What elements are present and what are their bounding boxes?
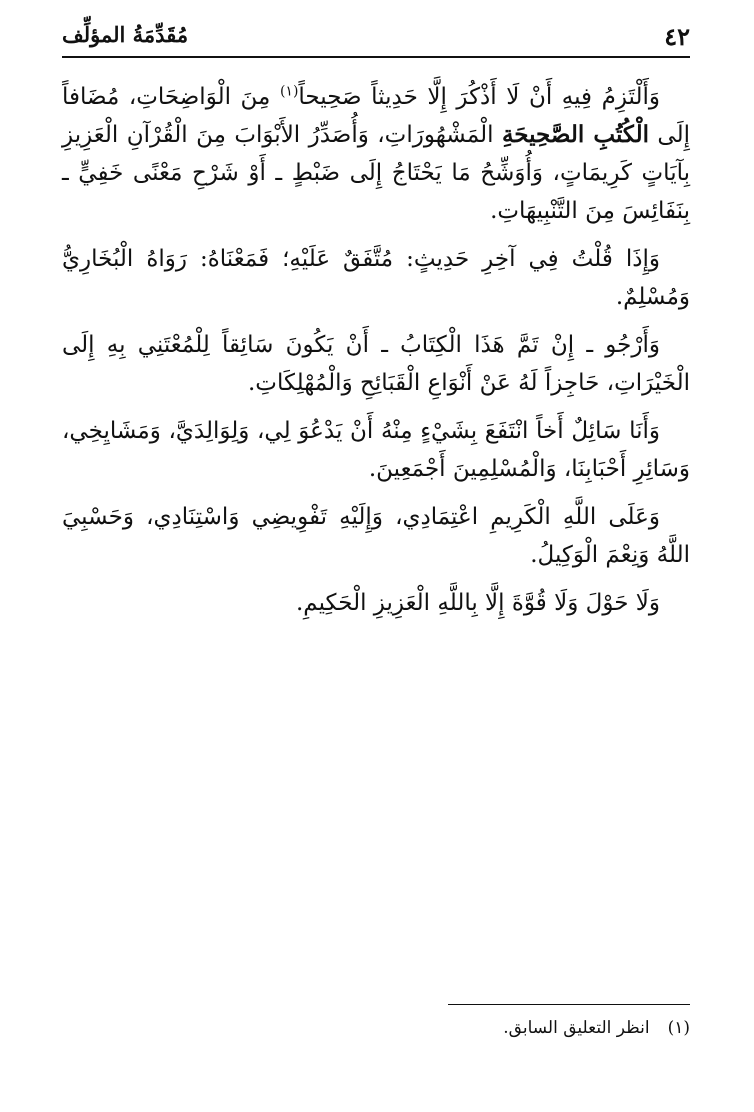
- footnote-number: (١): [667, 1018, 690, 1038]
- footnote-rule: [448, 1004, 690, 1005]
- running-title: مُقَدِّمَةُ المؤلِّف: [62, 22, 189, 47]
- paragraph-text: مِنَ الْوَاضِحَاتِ، مُضَافاً إِلَى: [62, 84, 690, 148]
- paragraph-muttafaq: وَإِذَا قُلْتُ فِي آخِرِ حَدِيثٍ: مُتَّفَقٌ عَلَيْهِ؛ فَمَعْنَاهُ: رَوَاهُ الْبُخَارِيُّ وَمُسْلِمٌ.: [62, 246, 690, 310]
- footnote: [62, 1016, 690, 1040]
- footnote-text: انظر التعليق السابق.: [503, 1018, 650, 1038]
- paragraph-text: وَأَلْتَزِمُ فِيهِ أَنْ لَا أَذْكُرَ إِلَّا حَدِيثاً صَحِيحاً: [298, 84, 660, 110]
- paragraph-reliance: وَعَلَى اللَّهِ الْكَرِيمِ اعْتِمَادِي، وَإِلَيْهِ تَفْوِيضِي وَاسْتِنَادِي، وَحَسْبِيَ اللَّهُ وَنِعْمَ الْوَكِيلُ.: [62, 504, 690, 568]
- main-text: [62, 78, 690, 632]
- header-rule: [62, 56, 690, 58]
- page-number: ٤٢: [664, 22, 690, 51]
- emphasized-phrase: الْكُتُبِ الصَّحِيحَةِ: [501, 121, 649, 148]
- paragraph-text: الْمَشْهُورَاتِ، وَأُصَدِّرُ الأَبْوَابَ مِنَ الْقُرْآنِ الْعَزِيزِ بِآيَاتٍ كَرِيمَاتٍ، وَأُوَشِّحُ مَا يَحْتَاجُ إِلَى ضَبْطٍ ـ أَوْ شَرْحِ مَعْنًى خَفِيٍّ ـ بِنَفَائِسَ مِنَ التَّنْبِيهَاتِ.: [62, 122, 690, 224]
- paragraph-hope: وَأَرْجُو ـ إِنْ تَمَّ هَذَا الْكِتَابُ ـ أَنْ يَكُونَ سَائِقاً لِلْمُعْتَنِي بِهِ إِلَى الْخَيْرَاتِ، حَاجِزاً لَهُ عَنْ أَنْوَاعِ الْقَبَائِحِ وَالْمُهْلِكَاتِ.: [62, 332, 690, 396]
- page-header: [62, 22, 690, 56]
- footnote-marker: (١): [279, 83, 299, 100]
- paragraph-closing: وَلَا حَوْلَ وَلَا قُوَّةَ إِلَّا بِاللَّهِ الْعَزِيزِ الْحَكِيمِ.: [295, 590, 660, 616]
- paragraph-request: وَأَنَا سَائِلٌ أَخاً انْتَفَعَ بِشَيْءٍ مِنْهُ أَنْ يَدْعُوَ لِي، وَلِوَالِدَيَّ، وَمَشَايِخِي، وَسَائِرِ أَحْبَابِنَا، وَالْمُسْلِمِينَ أَجْمَعِينَ.: [62, 418, 690, 482]
- paragraph-commitment: [62, 78, 690, 230]
